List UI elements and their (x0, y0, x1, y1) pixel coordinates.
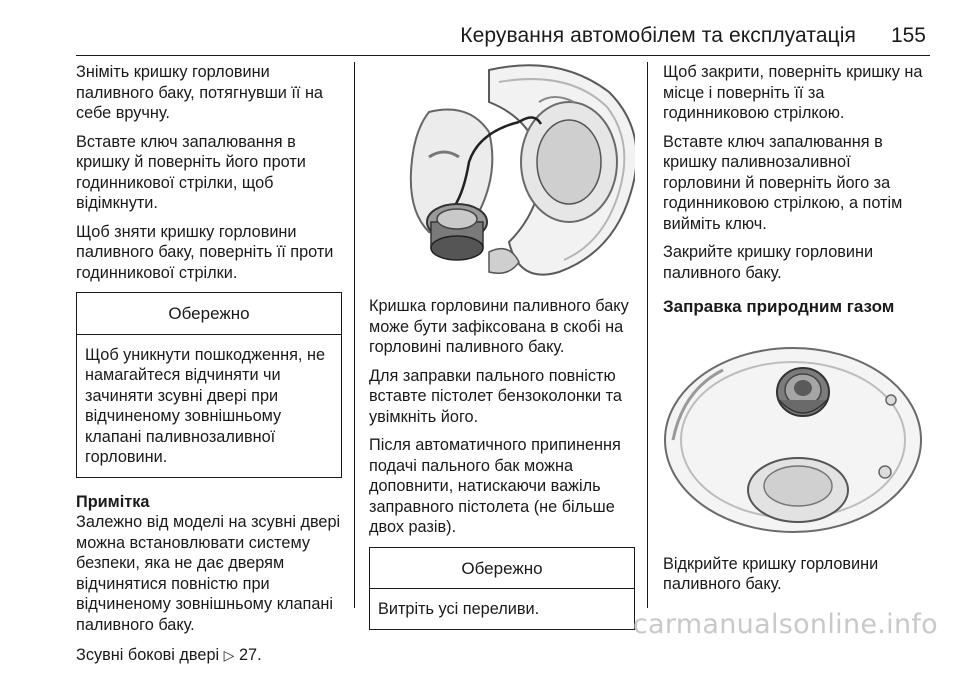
paragraph: Вставте ключ запалювання в кришку паливнозаливної горловини й поверніть його за годинниковою стрілкою, а потім вийміть ключ. (663, 132, 903, 233)
column-middle (369, 62, 635, 644)
caution-box (76, 292, 342, 478)
caution-body: Щоб уникнути пошкодження, не намагайтеся відчиняти чи зачиняти зсувні двері при відчиненому зовнішньому клапані паливнозаливної горловини. (85, 345, 325, 466)
gas-filler-valve-icon (663, 330, 928, 540)
page-header (0, 0, 960, 56)
page-reference-icon: ▷ (223, 647, 235, 663)
header-title: Керування автомобілем та експлуатація (460, 24, 856, 47)
caution-title: Обережно (77, 293, 341, 335)
paragraph: Щоб закрити, поверніть кришку на місце і поверніть її за годинниковою стрілкою. (663, 63, 923, 122)
paragraph: Щоб зняти кришку горловини паливного баку, поверніть її проти годинникової стрілки. (76, 222, 334, 282)
caution-title: Обережно (370, 548, 634, 590)
column-divider-2 (647, 62, 648, 608)
paragraph: Кришка горловини паливного баку може бути зафіксована в скобі на горловині паливного баку. (369, 297, 629, 356)
cross-reference (76, 645, 342, 666)
xref-page: 27. (238, 646, 262, 664)
column-divider-1 (354, 62, 355, 608)
fuel-cap-on-tether-icon (369, 62, 635, 280)
paragraph: Закрийте кришку горловини паливного баку. (663, 243, 874, 282)
watermark: carmanualsonline.info (632, 609, 938, 640)
paragraph: Для заправки пального повністю вставте пістолет бензоколонки та увімкніть його. (369, 366, 622, 426)
paragraph: Відкрийте кришку горловини паливного баку. (663, 554, 879, 593)
paragraph: Вставте ключ запалювання в кришку й поверніть його проти годинникової стрілки, щоб відімкнути. (76, 132, 306, 212)
paragraph: Зніміть кришку горловини паливного баку, потягнувши її на себе вручну. (76, 63, 323, 122)
section-heading: Заправка природним газом (663, 297, 895, 316)
caution-body: Витріть усі переливи. (378, 600, 540, 618)
note-title: Примітка (76, 492, 150, 511)
page-number: 155 (890, 24, 926, 47)
caution-box (369, 547, 635, 630)
note-body: Залежно від моделі на зсувні двері можна встановлювати систему безпеки, яка не дає дверям відчинятися повністю при відчиненому зовнішньому клапані паливного баку. (76, 513, 341, 634)
header-rule (76, 55, 930, 56)
paragraph: Після автоматичного припинення подачі пального бак можна доповнити, натискаючи важіль заправного пістолета (не більше двох разів). (369, 436, 621, 536)
xref-text: Зсувні бокові двері (76, 646, 220, 664)
column-right (663, 62, 931, 603)
column-left (76, 62, 342, 674)
